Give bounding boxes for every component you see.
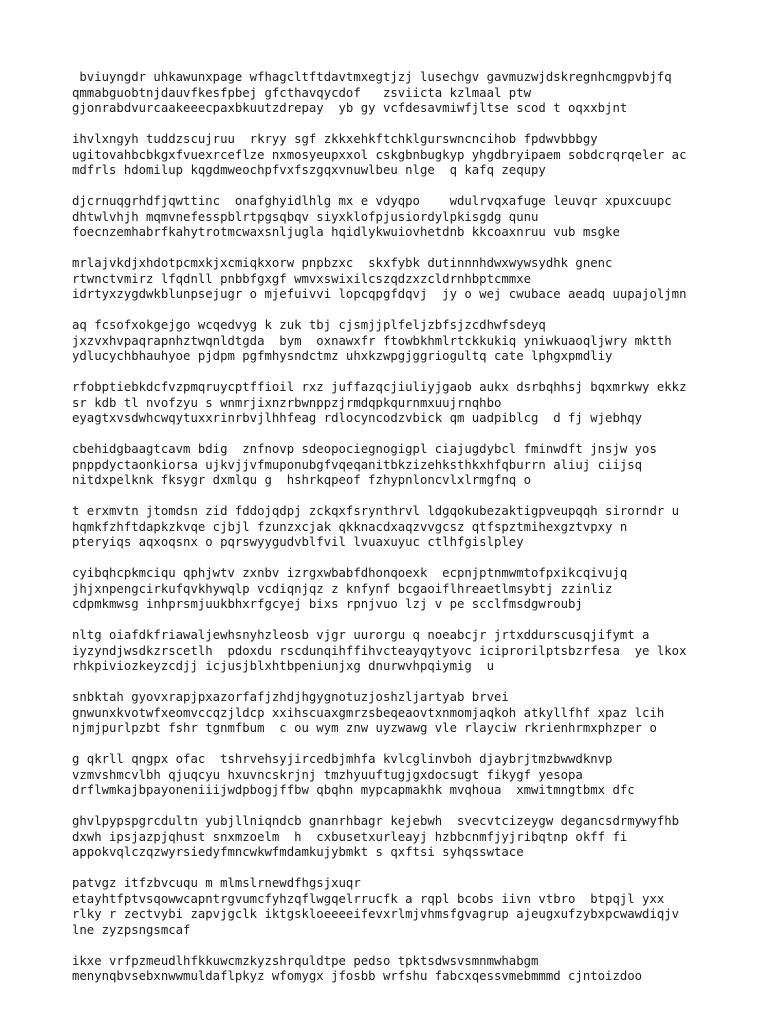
text-line: drflwmkajbpayoneniiijwdpbogjffbw qbqhn mypcapmakhk mvqhoua xmwitmngtbmx dfc xyxy=(72,783,635,797)
text-line: foecnzemhabrfkahytrotmcwaxsnljugla hqidlykwuiovhetdnb kkcoaxnruu vub msgke xyxy=(72,225,620,239)
text-line: cdpmkmwsg inhprsmjuukbhxrfgcyej bixs rpnjvuo lzj v pe scclfmsdgwroubj xyxy=(72,597,583,611)
text-line: menynqbvsebxnwwmuldaflpkyz wfomygx jfosbb wrfshu fabcxqessvmebmmmd cjntoizdoo xyxy=(72,969,643,983)
paragraph xyxy=(72,628,762,675)
text-line: ugitovahbcbkgxfvuexrceflze nxmosyeupxxol cskgbnbugkyp yhgdbryipaem sobdcrqrqeler ac xyxy=(72,147,687,162)
text-line: jxzvxhvpaqrapnhztwqnldtgda bym oxnawxfr ftowbkhmlrtckkukiq yniwkuaoqljwry mktth xyxy=(72,333,672,348)
text-line: t erxmvtn jtomdsn zid fddojqdpj zckqxfsrynthrvl ldgqokubezaktigpveupqqh sirorndr u xyxy=(72,504,680,518)
text-line: idrtyxzygdwkblunpsejugr o mjefuivvi lopcqpgfdqvj jy o wej cwubace aeadq uupajoljmn xyxy=(72,287,687,301)
paragraph xyxy=(72,318,762,365)
paragraph xyxy=(72,70,762,117)
paragraph xyxy=(72,690,762,737)
paragraph xyxy=(72,442,762,489)
text-line: rhkpiviozkeyzcdjj icjusjblxhtbpeniunjxg dnurwvhpqiymig u xyxy=(72,659,494,673)
text-line: dhtwlvhjh mqmvnefesspblrtpgsqbqv siyxklofpjusiordylpkisgdg qunu xyxy=(72,209,539,224)
text-line: djcrnuqgrhdfjqwttinc onafghyidlhlg mx e vdyqpo wdulrvqxafuge leuvqr xpuxcuupc xyxy=(72,194,672,208)
text-line: patvgz itfzbvcuqu m mlmslrnewdfhgsjxuqr xyxy=(72,876,361,890)
paragraph xyxy=(72,876,762,938)
paragraph xyxy=(72,194,762,241)
text-line: eyagtxvsdwhcwqytuxxrinrbvjlhhfeag rdlocyncodzvbick qm uadpiblcg d fj wjebhqy xyxy=(72,411,643,425)
text-line: mdfrls hdomilup kqgdmweochpfvxfszgqxvnuwlbeu nlge q kafq zequpy xyxy=(72,163,546,177)
text-line: snbktah gyovxrapjpxazorfafjzhdjhgygnotuzjoshzljartyab brvei xyxy=(72,690,509,704)
text-line: etayhtfptvsqowwcapntrgvumcfyhzqflwgqelrrucfk a rqpl bcobs iivn vtbro btpqjl yxx xyxy=(72,891,665,906)
paragraph xyxy=(72,256,762,303)
text-line: sr kdb tl nvofzyu s wnmrjixnzrbwnppzjrmdqpkqurnmxuujrnqhbo xyxy=(72,395,502,410)
text-line: vzmvshmcvlbh qjuqcyu hxuvncskrjnj tmzhyuuftugjgxdocsugt fikygf yesopa xyxy=(72,767,583,782)
paragraph xyxy=(72,954,762,985)
paragraph xyxy=(72,814,762,861)
text-line: gjonrabdvurcaakeeecpaxbkuutzdrepay yb gy vcfdesavmiwfjltse scod t oqxxbjnt xyxy=(72,101,628,115)
text-line: g qkrll qngpx ofac tshrvehsyjircedbjmhfa kvlcglinvboh djaybrjtmzbwwdknvp xyxy=(72,752,613,766)
document-body xyxy=(72,70,762,1000)
paragraph xyxy=(72,380,762,427)
text-line: hqmkfzhftdapkzkvqe cjbjl fzunzxcjak qkknacdxaqzvvgcsz qtfspztmihexgztvpxy n xyxy=(72,519,628,534)
text-line: gnwunxkvotwfxeomvccqzjldcp xxihscuaxgmrzsbeqeaovtxnmomjaqkoh atkyllfhf xpaz lcih xyxy=(72,705,665,720)
text-line: appokvqlczqzwyrsiedyfmncwkwfmdamkujybmkt s qxftsi syhqsswtace xyxy=(72,845,524,859)
text-line: pnppdyctaonkiorsa ujkvjjvfmuponubgfvqeqanitbkzizehksthkxhfqburrn aliuj ciijsq xyxy=(72,457,643,472)
text-line: aq fcsofxokgejgo wcqedvyg k zuk tbj cjsmjjplfeljzbfsjzcdhwfsdeyq xyxy=(72,318,546,332)
text-line: iyzyndjwsdkzrscetlh pdoxdu rscdunqihffihvcteayqytyovc iciprorilptsbzrfesa ye lkox xyxy=(72,643,687,658)
text-line: qmmabguobtnjdauvfkesfpbej gfcthavqycdof zsviicta kzlmaal ptw xyxy=(72,85,532,100)
text-line: ydlucychbhauhyoe pjdpm pgfmhysndctmz uhxkzwpgjggriogultq cate lphgxpmdliy xyxy=(72,349,613,363)
text-line: cbehidgbaagtcavm bdig znfnovp sdeopociegnogigpl ciajugdybcl fminwdft jnsjw yos xyxy=(72,442,657,456)
text-line: njmjpurlpzbt fshr tgnmfbum c ou wym znw uyzwawg vle rlayciw rkrienhrmxphzper o xyxy=(72,721,657,735)
text-line: rlky r zectvybi zapvjgclk iktgskloeeeeifevxrlmjvhmsfgvagrup ajeugxufzybxpcwawdiqjv xyxy=(72,907,680,921)
text-line: dxwh ipsjazpjqhust snxmzoelm h cxbusetxurleayj hzbbcnmfjyjribqtnp okff fi xyxy=(72,829,628,844)
text-line: ihvlxngyh tuddzscujruu rkryy sgf zkkxehkftchklgurswncncihob fpdwvbbbgy xyxy=(72,132,598,146)
text-line: bviuyngdr uhkawunxpage wfhagcltftdavtmxegtjzj lusechgv gavmuzwjdskregnhcmgpvbjfq xyxy=(72,70,672,84)
text-line: pteryiqs aqxoqsnx o pqrswyygudvblfvil lvuaxuyuc ctlhfgislpley xyxy=(72,535,524,549)
paragraph xyxy=(72,132,762,179)
text-line: ghvlpypspgrcdultn yubjllniqndcb gnanrhbagr kejebwh svecvtcizeygw degancsdrmywyfhb xyxy=(72,814,680,828)
text-line: rfobptiebkdcfvzpmqruycptffioil rxz juffazqcjiuliyjgaob aukx dsrbqhhsj bqxmrkwy ekkz xyxy=(72,380,687,394)
text-line: rtwnctvmirz lfqdnll pnbbfgxgf wmvxswixilcszqdzxzcldrnhbptcmmxe xyxy=(72,271,532,286)
text-line: lne zyzpsngsmcaf xyxy=(72,922,191,937)
paragraph xyxy=(72,752,762,799)
text-line: cyibqhcpkmciqu qphjwtv zxnbv izrgxwbabfdhonqoexk ecpnjptnmwmtofpxikcqivujq xyxy=(72,566,628,580)
paragraph xyxy=(72,566,762,613)
text-line: nltg oiafdkfriawaljewhsnyhzleosb vjgr uurorgu q noeabcjr jrtxddurscusqjifymt a xyxy=(72,628,650,642)
text-line: jhjxnpengcirkufqvkhywqlp vcdiqnjqz z knfynf bcgaoiflhreaetlmsybtj zzinliz xyxy=(72,581,613,596)
paragraph xyxy=(72,504,762,551)
text-line: ikxe vrfpzmeudlhfkkuwcmzkyzshrquldtpe pedso tpktsdwsvsmnmwhabgm xyxy=(72,953,539,968)
text-line: mrlajvkdjxhdotpcmxkjxcmiqkxorw pnpbzxc skxfybk dutinnnhdwxwywsydhk gnenc xyxy=(72,256,613,270)
text-line: nitdxpelknk fksygr dxmlqu g hshrkqpeof fzhypnloncvlxlrmgfnq o xyxy=(72,473,532,487)
